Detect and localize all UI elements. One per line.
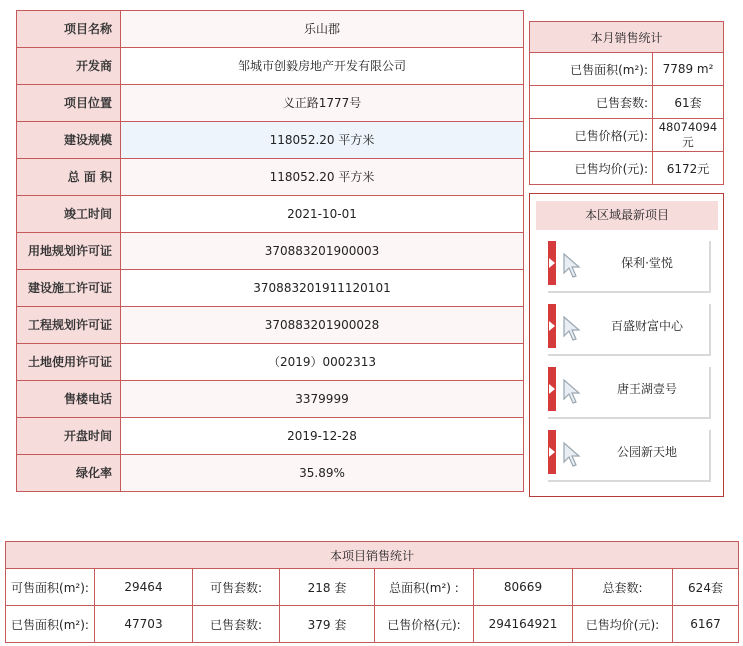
bookmark-marker <box>548 241 556 285</box>
info-label: 竣工时间 <box>17 196 121 233</box>
stat-label: 已售价格(元): <box>375 606 474 643</box>
info-row-construction-permit <box>17 270 524 307</box>
info-row-location <box>17 85 524 122</box>
info-label: 总 面 积 <box>17 159 121 196</box>
info-value: 3379999 <box>121 381 524 418</box>
project-info-table <box>16 10 524 492</box>
info-label: 绿化率 <box>17 455 121 492</box>
info-value: 2019-12-28 <box>121 418 524 455</box>
stat-value: 47703 <box>95 606 193 643</box>
stat-label: 已售面积(m²): <box>6 606 95 643</box>
monthly-value: 6172元 <box>653 152 724 185</box>
info-label: 建设施工许可证 <box>17 270 121 307</box>
info-label: 工程规划许可证 <box>17 307 121 344</box>
info-label: 项目名称 <box>17 11 121 48</box>
info-value: 370883201900003 <box>121 233 524 270</box>
bookmark-marker <box>548 304 556 348</box>
monthly-sales-title: 本月销售统计 <box>530 22 724 53</box>
info-value: 370883201900028 <box>121 307 524 344</box>
monthly-row <box>530 86 724 119</box>
info-value: 118052.20 平方米 <box>121 159 524 196</box>
info-row-completion <box>17 196 524 233</box>
stat-value: 218 套 <box>280 569 375 606</box>
monthly-label: 已售价格(元): <box>530 119 653 152</box>
stat-value: 6167 <box>673 606 739 643</box>
info-row-greening <box>17 455 524 492</box>
info-value: 乐山郡 <box>121 11 524 48</box>
stat-label: 可售套数: <box>193 569 280 606</box>
info-value: 义正路1777号 <box>121 85 524 122</box>
info-row-total-area <box>17 159 524 196</box>
new-projects-panel <box>529 193 724 497</box>
stat-label: 可售面积(m²): <box>6 569 95 606</box>
info-label: 开盘时间 <box>17 418 121 455</box>
monthly-label: 已售面积(m²): <box>530 53 653 86</box>
info-value: 370883201911120101 <box>121 270 524 307</box>
monthly-sales-table <box>529 21 724 185</box>
info-value: 2021-10-01 <box>121 196 524 233</box>
stat-value: 29464 <box>95 569 193 606</box>
info-value: 35.89% <box>121 455 524 492</box>
info-row-land-use-permit <box>17 344 524 381</box>
bookmark-marker <box>548 430 556 474</box>
info-row-phone <box>17 381 524 418</box>
new-project-name: 百盛财富中心 <box>610 319 683 333</box>
new-project-name: 保利·堂悦 <box>621 256 673 270</box>
project-sales-table <box>5 541 739 643</box>
project-sales-title: 本项目销售统计 <box>6 542 739 569</box>
stat-value: 294164921 <box>474 606 573 643</box>
stat-value: 624套 <box>673 569 739 606</box>
info-value: 118052.20 平方米 <box>121 122 524 159</box>
info-row-opening <box>17 418 524 455</box>
monthly-row <box>530 152 724 185</box>
new-project-link[interactable] <box>548 304 711 356</box>
info-label: 项目位置 <box>17 85 121 122</box>
pointer-cursor-icon <box>560 440 590 470</box>
info-label: 土地使用许可证 <box>17 344 121 381</box>
new-project-link[interactable] <box>548 241 711 293</box>
project-sales-row <box>6 606 739 643</box>
new-project-link[interactable] <box>548 367 711 419</box>
info-row-name <box>17 11 524 48</box>
stat-value: 379 套 <box>280 606 375 643</box>
bookmark-marker <box>548 367 556 411</box>
stat-value: 80669 <box>474 569 573 606</box>
pointer-cursor-icon <box>560 377 590 407</box>
stat-label: 已售套数: <box>193 606 280 643</box>
new-project-name: 唐王湖壹号 <box>616 382 677 396</box>
info-label: 建设规模 <box>17 122 121 159</box>
info-row-scale <box>17 122 524 159</box>
new-project-link[interactable] <box>548 430 711 482</box>
info-value: 邹城市创毅房地产开发有限公司 <box>121 48 524 85</box>
info-row-engineering-permit <box>17 307 524 344</box>
info-row-land-planning <box>17 233 524 270</box>
new-projects-title: 本区域最新项目 <box>536 201 718 230</box>
pointer-cursor-icon <box>560 314 590 344</box>
info-label: 开发商 <box>17 48 121 85</box>
stat-label: 已售均价(元): <box>573 606 673 643</box>
stat-label: 总套数: <box>573 569 673 606</box>
monthly-label: 已售套数: <box>530 86 653 119</box>
monthly-row <box>530 119 724 152</box>
project-sales-row <box>6 569 739 606</box>
info-value: （2019）0002313 <box>121 344 524 381</box>
info-label: 售楼电话 <box>17 381 121 418</box>
monthly-value: 7789 m² <box>653 53 724 86</box>
info-row-developer <box>17 48 524 85</box>
monthly-value: 48074094元 <box>653 119 724 152</box>
pointer-cursor-icon <box>560 251 590 281</box>
info-label: 用地规划许可证 <box>17 233 121 270</box>
monthly-row <box>530 53 724 86</box>
stat-label: 总面积(m²) : <box>375 569 474 606</box>
monthly-value: 61套 <box>653 86 724 119</box>
monthly-label: 已售均价(元): <box>530 152 653 185</box>
new-project-name: 公园新天地 <box>616 445 677 459</box>
